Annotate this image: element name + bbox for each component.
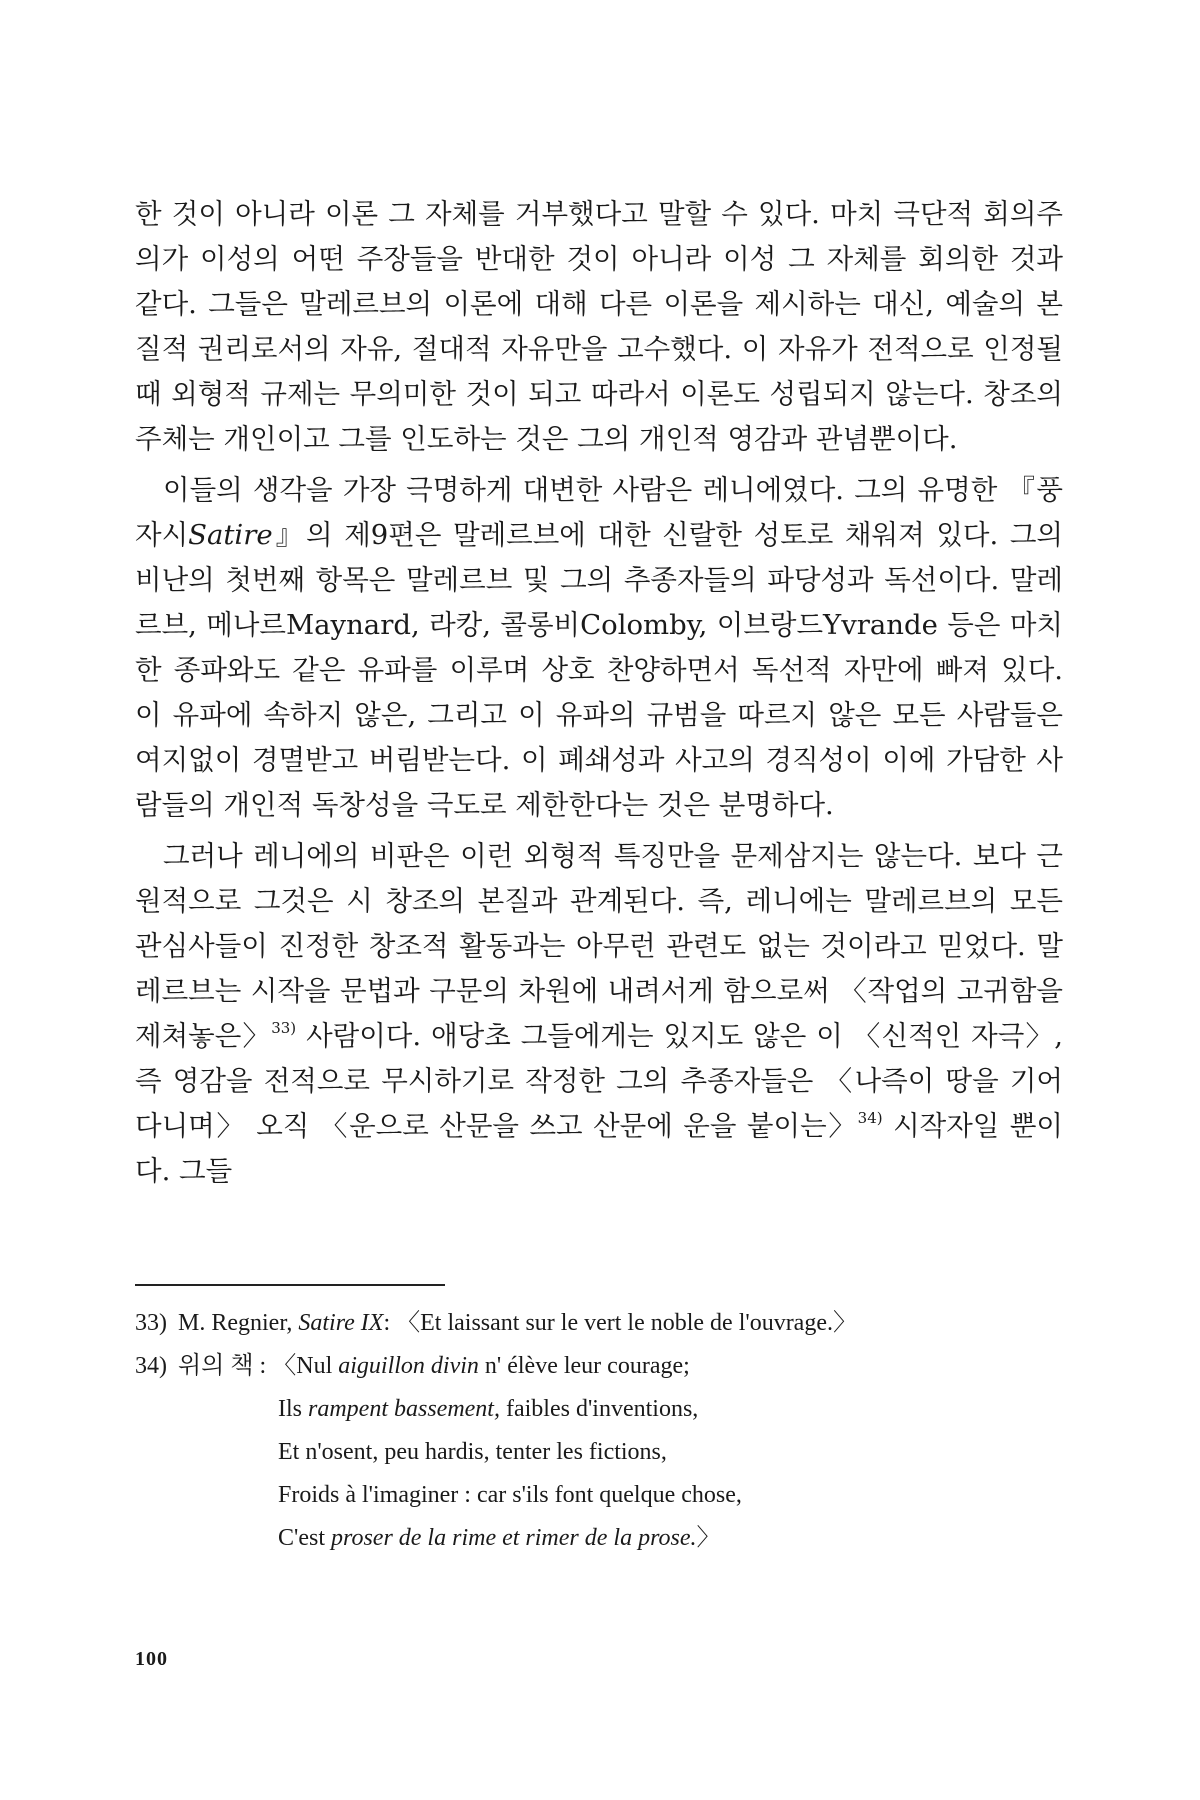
footnote-33-author: M. Regnier,: [178, 1310, 293, 1336]
paragraph-1-text: 한 것이 아니라 이론 그 자체를 거부했다고 말할 수 있다. 마치 극단적 회의주의가 이성의 어떤 주장들을 반대한 것이 아니라 이성 그 자체를 회의한 것과 같다. 그들은 말레르브의 이론에 대해 다른 이론을 제시하는 대신, 예술의 본질적 권리로서의 자유, 절대적 자유만을 고수했다. 이 자유가 전적으로 인정될 때 외형적 규제는 무의미한 것이 되고 따라서 이론도 성립되지 않는다. 창조의 주체는 개인이고 그를 인도하는 것은 그의 개인적 영감과 관념뿐이다.: [135, 198, 1063, 455]
verse-1-b: n' élève leur courage;: [478, 1353, 690, 1379]
satire-title: Satire: [188, 519, 273, 551]
paragraph-3: [135, 834, 1063, 1194]
footnote-divider: [135, 1284, 445, 1286]
footnote-34-line-3: Et n'osent, peu hardis, tenter les fictions,: [278, 1439, 667, 1465]
footnote-34-line-4: Froids à l'imaginer : car s'ils font quelque chose,: [278, 1482, 742, 1508]
verse-2-b: faibles d'inventions,: [499, 1396, 699, 1422]
footnote-34-line-2: [278, 1388, 1065, 1431]
main-text: [135, 192, 1063, 1194]
footnote-34-verse: [135, 1388, 1065, 1560]
verse-1-a: 〈Nul: [272, 1353, 339, 1379]
verse-5-b: 〉: [696, 1525, 721, 1551]
verse-1-italic: aiguillon divin: [338, 1353, 479, 1379]
paragraph-2-text-a: 이들의 생각을 가장 극명하게 대변한 사람은 레니에였다. 그의 유명한 『풍자시: [135, 474, 1063, 551]
verse-5-italic: proser de la rime et rimer de la prose.: [331, 1525, 697, 1551]
footnote-33: [135, 1302, 1065, 1345]
footnote-ref-33[interactable]: 33): [271, 1018, 297, 1037]
page-number: 100: [135, 1648, 168, 1670]
footnote-ref-34[interactable]: 34): [857, 1108, 883, 1127]
footnote-33-number: 33): [135, 1310, 167, 1336]
footnote-34-line-5: [278, 1517, 1065, 1560]
verse-5-a: C'est: [278, 1525, 331, 1551]
footnote-34-number: 34): [135, 1353, 167, 1379]
footnote-33-sep: :: [383, 1310, 391, 1336]
paragraph-2: [135, 468, 1063, 828]
verse-2-a: Ils: [278, 1396, 308, 1422]
footnote-33-body: [178, 1302, 857, 1345]
footnote-33-quote: 〈Et laissant sur le vert le noble de l'ouvrage.〉: [396, 1310, 857, 1336]
paragraph-2-text-b: 』의 제9편은 말레르브에 대한 신랄한 성토로 채워져 있다. 그의 비난의 첫번째 항목은 말레르브 및 그의 추종자들의 파당성과 독선이다. 말레르브, 메나르Maynard, 라캉, 콜롱비Colomby, 이브랑드Yvrande 등은 마치 한 종파와도 같은 유파를 이루며 상호 찬양하면서 독선적 자만에 빠져 있다. 이 유파에 속하지 않은, 그리고 이 유파의 규범을 따르지 않은 모든 사람들은 여지없이 경멸받고 버림받는다. 이 폐쇄성과 사고의 경직성이 이에 가담한 사람들의 개인적 독창성을 극도로 제한한다는 것은 분명하다.: [135, 519, 1063, 821]
paragraph-3-text-a: 그러나 레니에의 비판은 이런 외형적 특징만을 문제삼지는 않는다. 보다 근원적으로 그것은 시 창조의 본질과 관계된다. 즉, 레니에는 말레르브의 모든 관심사들이 진정한 창조적 활동과는 아무런 관련도 없는 것이라고 믿었다. 말레르브는 시작을 문법과 구문의 차원에 내려서게 함으로써 〈작업의 고귀함을 제쳐놓은〉: [135, 840, 1063, 1052]
verse-2-italic: rampent bassement,: [308, 1396, 500, 1422]
footnote-33-title: Satire IX: [298, 1310, 384, 1336]
footnote-34-line-1: [272, 1345, 690, 1388]
footnotes: [135, 1302, 1065, 1560]
footnote-34: [135, 1345, 1065, 1388]
paragraph-3-text-c: 시작자일 뿐이다. 그들: [135, 1110, 1063, 1187]
footnote-34-source: 위의 책 :: [178, 1353, 267, 1379]
paragraph-1: [135, 192, 1063, 462]
paragraph-3-text-b: 사람이다. 애당초 그들에게는 있지도 않은 이 〈신적인 자극〉, 즉 영감을 전적으로 무시하기로 작정한 그의 추종자들은 〈나즉이 땅을 기어다니며〉 오직 〈운으로 산문을 쓰고 산문에 운을 붙이는〉: [135, 1020, 1063, 1142]
